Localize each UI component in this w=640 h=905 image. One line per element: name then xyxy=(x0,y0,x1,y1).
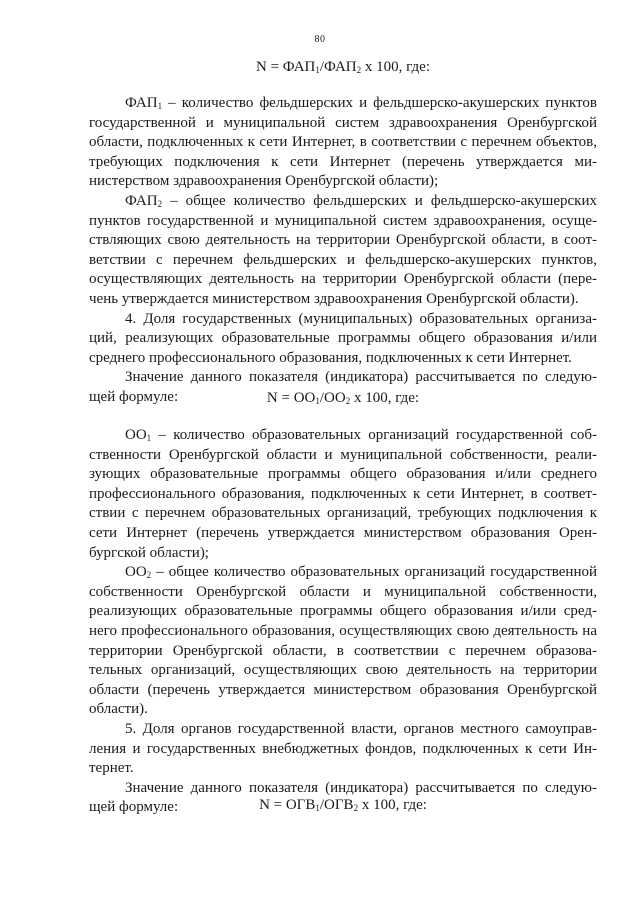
oo1-lead: ОО xyxy=(125,427,147,443)
formula-ogv-mid: /ОГВ xyxy=(319,797,354,813)
formula-oo xyxy=(89,389,597,409)
formula-fap-lead: N = ФАП xyxy=(256,59,316,75)
paragraph-fap2 xyxy=(89,192,597,310)
fap2-text: – общее количество фельдшерских и фельдшерско-акушерских пунктов государственной и муниципальной систем здравоохранения, осуществляющих свою деятельность на территории Оренбургской области, в соответствии с перечнем фельдшерских и фельдшерско-акушерских пунктов, осуществляющих деятельность на территории Оренбургской области (перечень утверждается министерством здравоохранения Оренбургской области). xyxy=(89,192,597,307)
formula-oo-tail: x 100, где: xyxy=(350,390,420,406)
formula-oo-sub1: 1 xyxy=(315,396,320,406)
formula-ogv xyxy=(89,796,597,816)
paragraph-oo2 xyxy=(89,563,597,720)
fap1-sub: 1 xyxy=(157,101,163,111)
oo2-sub: 2 xyxy=(146,570,152,581)
formula-ogv-sub1: 1 xyxy=(315,803,320,813)
paragraph-fap1 xyxy=(89,94,597,192)
paragraph-calc-intro-2: Значение данного показателя (индикатора) рассчитывается по следующей формуле: xyxy=(89,779,597,816)
formula-oo-lead: N = ОО xyxy=(266,390,316,406)
oo1-text: – количество образовательных организаций государственной собственности Оренбургской области и муниципальной собственности, реализующих образовательные программы общего образования и/или среднего профессионального образования, подключенных к сети Интернет, в соответствии с перечнем образовательных организаций, требующих подключения к сети Интернет (перечень утверждается министерством образования Оренбургской области); xyxy=(89,427,597,561)
text-block-1 xyxy=(89,94,597,408)
formula-fap-mid: /ФАП xyxy=(319,59,357,75)
formula-ogv-sub2: 2 xyxy=(353,803,359,813)
formula-ogv-lead: N = ОГВ xyxy=(259,797,316,813)
fap1-text: – количество фельдшерских и фельдшерско-акушерских пунктов государственной и муниципальной систем здравоохранения Оренбургской области, подключенных к сети Интернет, в соответствии с перечнем объектов, требующих подключения к сети Интернет (перечень утверждается министерством здравоохранения Оренбургской области); xyxy=(89,95,597,190)
paragraph-calc-intro-1: Значение данного показателя (индикатора) рассчитывается по следующей формуле: xyxy=(89,369,597,405)
formula-fap-sub2: 2 xyxy=(356,65,362,75)
formula-fap-tail: x 100, где: xyxy=(361,59,430,75)
paragraph-item4: 4. Доля государственных (муниципальных) образовательных организаций, реализующих образовательные программы общего образования и/или среднего профессионального образования, подключенных к сети Интернет. xyxy=(89,310,597,366)
fap2-lead: ФАП xyxy=(125,192,158,209)
oo2-text: – общее количество образовательных организаций государственной собственности Оренбургской области и муниципальной собственности, реализующих образовательные программы общего образования и/или среднего профессионального образования, осуществляющих свою деятельность на территории Оренбургской области, в соответствии с перечнем образовательных организаций, осуществляющих свою деятельность на территории области (перечень утверждается министерством образования Оренбургской области). xyxy=(89,564,597,718)
text-block-2 xyxy=(89,426,597,818)
formula-ogv-tail: x 100, где: xyxy=(358,797,427,813)
formula-fap-sub1: 1 xyxy=(315,65,320,75)
paragraph-item5: 5. Доля органов государственной власти, органов местного самоуправления и государственных внебюджетных фондов, подключенных к сети Интернет. xyxy=(89,720,597,777)
oo1-sub: 1 xyxy=(146,433,152,443)
fap1-lead: ФАП xyxy=(125,95,158,111)
formula-oo-mid: /ОО xyxy=(319,390,346,406)
paragraph-oo1 xyxy=(89,426,597,563)
page-number: 80 xyxy=(314,34,326,45)
formula-oo-sub2: 2 xyxy=(345,396,351,406)
formula-fap xyxy=(89,58,597,78)
oo2-lead: ОО xyxy=(125,564,147,581)
fap2-sub: 2 xyxy=(157,198,163,209)
